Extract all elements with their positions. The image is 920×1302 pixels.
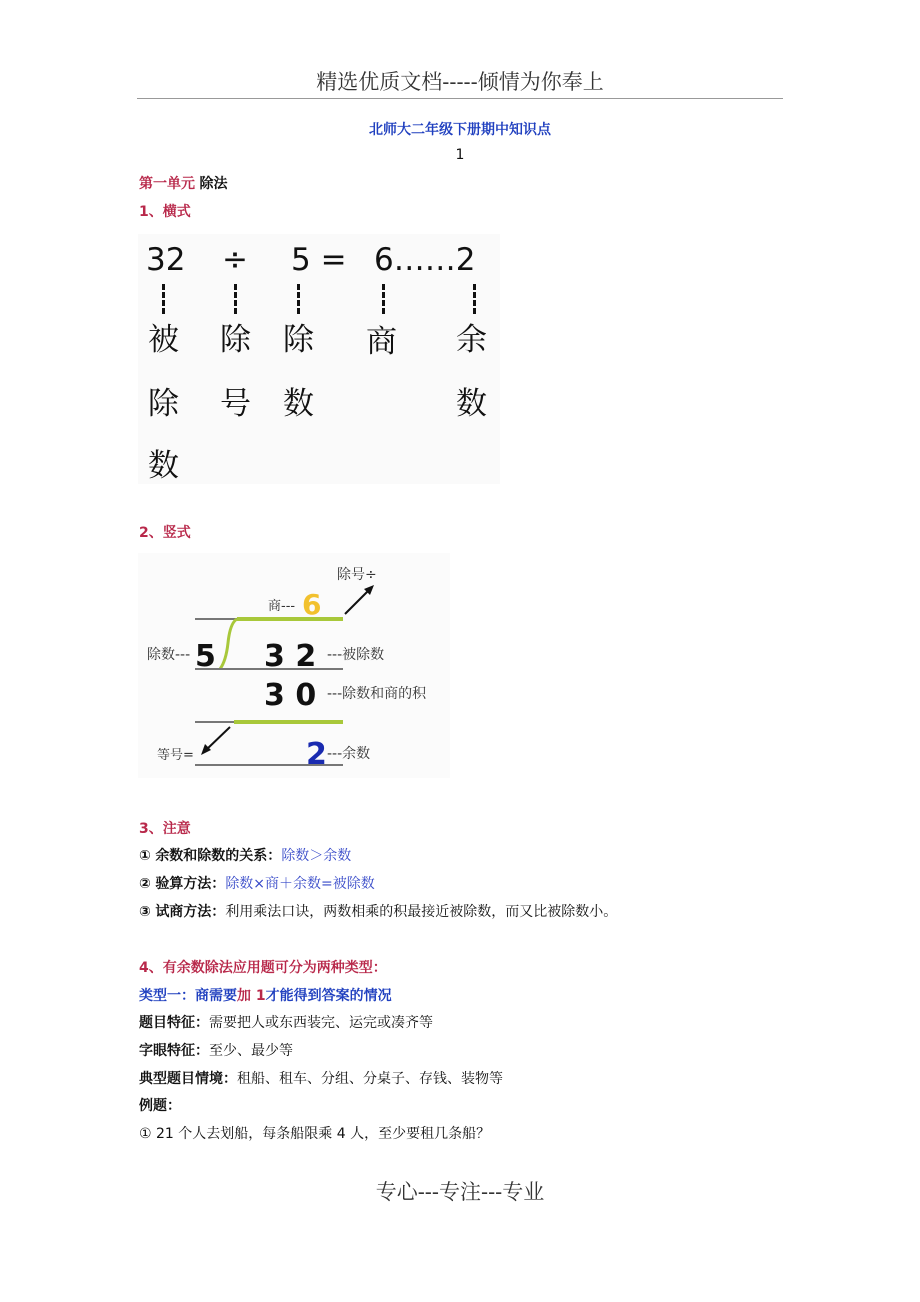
product-value: 3 0 xyxy=(264,678,317,713)
type1-suffix: 才能得到答案的情况 xyxy=(265,988,392,1004)
unit-heading xyxy=(139,174,227,194)
example-label: 例题： xyxy=(139,1098,181,1114)
eq-op: ÷ xyxy=(222,242,248,278)
page-number: 1 xyxy=(455,147,465,163)
quotient-value: 6 xyxy=(302,588,322,621)
eq-divisor: 5 = xyxy=(291,242,347,278)
long-division-figure xyxy=(138,553,450,778)
connector xyxy=(382,284,385,314)
section2-heading: 2、竖式 xyxy=(139,525,191,541)
keywords-line xyxy=(139,1041,293,1061)
connector xyxy=(162,284,165,314)
equals-label: 等号= xyxy=(157,748,194,763)
item-value: 除数×商＋余数=被除数 xyxy=(225,876,375,892)
connector xyxy=(473,284,476,314)
quotient-label: 商--- xyxy=(268,599,296,614)
eq-dividend: 32 xyxy=(146,242,186,278)
features-line xyxy=(139,1013,433,1033)
type1-highlight: 加 1 xyxy=(237,988,266,1004)
features-label: 题目特征： xyxy=(139,1015,209,1031)
item-number: ② xyxy=(139,876,151,892)
example-question: ① 21 个人去划船，每条船限乘 4 人，至少要租几条船？ xyxy=(139,1126,491,1142)
item-number: ① xyxy=(139,848,151,864)
dividend-value: 3 2 xyxy=(264,639,317,674)
divisor-value: 5 xyxy=(195,639,216,674)
op-label: 除号÷ xyxy=(337,567,377,583)
eq-result: 6……2 xyxy=(374,242,476,278)
unit-label: 第一单元 xyxy=(139,176,195,192)
note-item xyxy=(139,874,375,894)
item-number: ③ xyxy=(139,904,151,920)
remainder-value: 2 xyxy=(306,737,327,772)
label-op: 号 xyxy=(220,386,251,422)
keywords-value: 至少、最少等 xyxy=(209,1043,293,1059)
arrow-down xyxy=(206,727,230,750)
item-label: 余数和除数的关系： xyxy=(155,848,282,864)
item-label: 验算方法： xyxy=(155,876,226,892)
type1-prefix: 类型一：商需要 xyxy=(139,988,237,1004)
doc-title: 北师大二年级下册期中知识点 xyxy=(369,122,551,138)
item-value: 利用乘法口诀，两数相乘的积最接近被除数，而又比被除数小。 xyxy=(225,904,618,920)
label-remainder: 余 xyxy=(456,322,487,358)
scenarios-label: 典型题目情境： xyxy=(139,1071,237,1087)
type1-heading xyxy=(139,986,392,1006)
dividend-label: ---被除数 xyxy=(327,647,385,663)
item-label: 试商方法： xyxy=(155,904,226,920)
section4-heading: 4、有余数除法应用题可分为两种类型： xyxy=(139,960,387,976)
connector xyxy=(234,284,237,314)
section3-heading: 3、注意 xyxy=(139,821,191,837)
label-dividend: 被 xyxy=(148,322,179,358)
keywords-label: 字眼特征： xyxy=(139,1043,209,1059)
divisor-label: 除数--- xyxy=(147,647,191,663)
page-header: 精选优质文档-----倾情为你奉上 xyxy=(316,70,604,94)
page-footer: 专心---专注---专业 xyxy=(375,1180,545,1204)
item-value: 除数＞余数 xyxy=(281,848,352,864)
header-rule xyxy=(137,98,783,99)
label-divisor: 除 xyxy=(283,322,314,358)
horizontal-division-figure xyxy=(138,234,500,484)
bracket-curve xyxy=(220,619,237,669)
label-op: 除 xyxy=(220,322,251,358)
remainder-label: ---余数 xyxy=(327,746,371,762)
scenarios-line xyxy=(139,1069,503,1089)
label-quotient: 商 xyxy=(366,324,397,360)
note-item xyxy=(139,902,617,922)
scenarios-value: 租船、租车、分组、分桌子、存钱、装物等 xyxy=(237,1071,503,1087)
label-dividend: 除 xyxy=(148,386,179,422)
note-item xyxy=(139,846,351,866)
connector xyxy=(297,284,300,314)
product-label: ---除数和商的积 xyxy=(327,686,427,702)
unit-name: 除法 xyxy=(199,176,228,192)
features-value: 需要把人或东西装完、运完或凑齐等 xyxy=(209,1015,433,1031)
label-divisor: 数 xyxy=(283,386,314,422)
label-dividend: 数 xyxy=(148,448,179,484)
section1-heading: 1、横式 xyxy=(139,204,191,220)
label-remainder: 数 xyxy=(456,386,487,422)
arrow-up xyxy=(345,589,370,614)
